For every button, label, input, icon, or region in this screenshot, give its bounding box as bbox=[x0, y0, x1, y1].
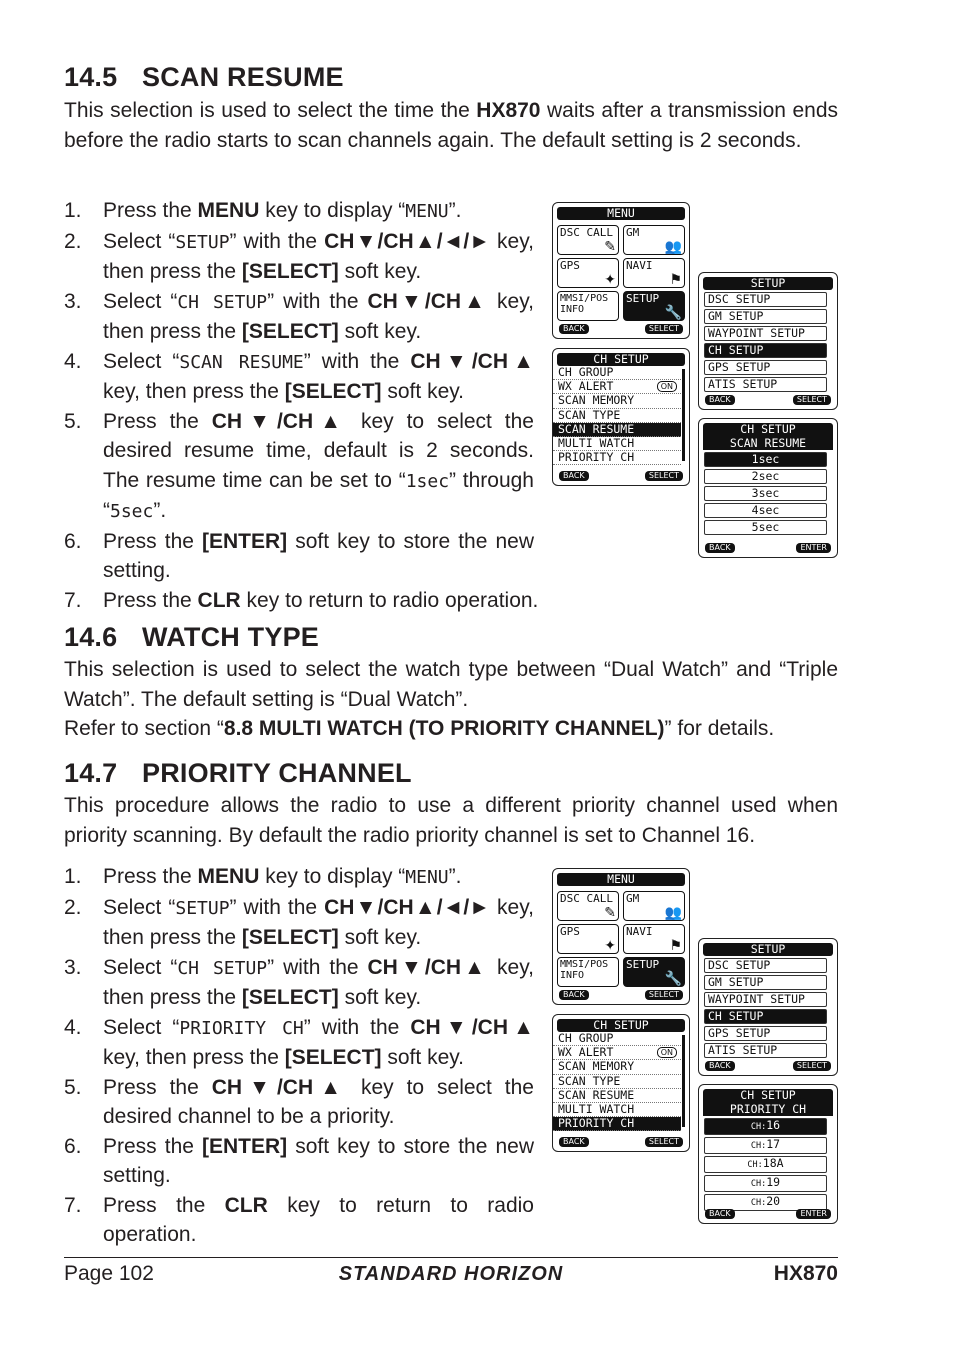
ch-setup-row: WX ALERT ON bbox=[553, 1046, 681, 1060]
list-item: 3. Select “CH SETUP” with the CH▼/CH▲ key, then press the [SELECT] soft key. bbox=[64, 955, 534, 1009]
lcd-priority-ch-screen bbox=[698, 1084, 838, 1224]
dsc-call-icon: ✎ bbox=[604, 905, 616, 921]
list-item: 5. Press the CH▼/CH▲ key to select the desired channel to be a priority. bbox=[64, 1075, 534, 1128]
lcd-scan-resume-screen bbox=[698, 418, 838, 558]
section-heading-watch-type: 14.6 WATCH TYPE bbox=[64, 622, 319, 652]
model-name: HX870 bbox=[773, 1262, 838, 1285]
menu-tile-mmsi-pos-info: MMSI/POS INFO bbox=[557, 291, 619, 321]
ch-setup-row: SCAN TYPE bbox=[553, 1075, 681, 1089]
softkey-back: BACK bbox=[705, 1209, 735, 1219]
setup-item: ATIS SETUP bbox=[704, 377, 827, 392]
menu-tile-gps: GPS ✦ bbox=[557, 924, 619, 954]
brand-logo: STANDARD HORIZON bbox=[338, 1263, 564, 1285]
setup-item: GM SETUP bbox=[704, 309, 827, 324]
lcd-subtitle: PRIORITY CH bbox=[703, 1102, 833, 1116]
lcd-setup-screen bbox=[698, 272, 838, 410]
menu-tile-gm: GM 👥 bbox=[623, 225, 685, 255]
softkey-select: SELECT bbox=[645, 990, 683, 1000]
list-item: 5. Press the CH▼/CH▲ key to select the desired resume time, default is 2 seconds. The resume time can be set to “1sec” through “5sec”. bbox=[64, 409, 534, 522]
menu-tile-dsc-call: DSC CALL ✎ bbox=[557, 891, 619, 921]
lcd-setup-screen bbox=[698, 938, 838, 1076]
lcd-title: CH SETUP bbox=[557, 1019, 685, 1032]
lcd-ch-setup-screen bbox=[552, 348, 690, 486]
list-item: 1. Press the MENU key to display “MENU”. bbox=[64, 865, 462, 888]
list-item: 4. Select “PRIORITY CH” with the CH▼/CH▲ key, then press the [SELECT] soft key. bbox=[64, 1015, 534, 1069]
setup-item: GPS SETUP bbox=[704, 360, 827, 375]
resume-option: 5sec bbox=[704, 520, 827, 535]
list-item: 6. Press the [ENTER] soft key to store the new setting. bbox=[64, 529, 534, 582]
ch-setup-row-selected: SCAN RESUME bbox=[553, 423, 681, 437]
flag-icon: ⚑ bbox=[669, 272, 682, 288]
menu-tile-gps: GPS ✦ bbox=[557, 258, 619, 288]
menu-tile-gm: GM 👥 bbox=[623, 891, 685, 921]
menu-tile-setup: SETUP 🔧 bbox=[623, 291, 685, 321]
lcd-title: CH SETUP bbox=[703, 423, 833, 436]
softkey-enter: ENTER bbox=[796, 543, 831, 553]
lcd-title: MENU bbox=[557, 873, 685, 886]
lcd-title: CH SETUP bbox=[557, 353, 685, 366]
softkey-select: SELECT bbox=[645, 324, 683, 334]
wrench-icon: 🔧 bbox=[664, 971, 682, 987]
list-item: 2. Select “SETUP” with the CH▼/CH▲/◄/► key, then press the [SELECT] soft key. bbox=[64, 895, 534, 949]
list-item: 4. Select “SCAN RESUME” with the CH▼/CH▲ key, then press the [SELECT] soft key. bbox=[64, 349, 534, 403]
list-item: 2. Select “SETUP” with the CH▼/CH▲/◄/► key, then press the [SELECT] soft key. bbox=[64, 229, 534, 283]
setup-item: GM SETUP bbox=[704, 975, 827, 990]
footer-rule bbox=[64, 1257, 838, 1258]
resume-option-selected: 1sec bbox=[704, 452, 827, 467]
priority-option: CH:18A bbox=[704, 1156, 827, 1173]
lcd-title: MENU bbox=[557, 207, 685, 220]
priority-option: CH:19 bbox=[704, 1175, 827, 1192]
priority-option: CH:17 bbox=[704, 1137, 827, 1154]
ch-setup-row-selected: PRIORITY CH bbox=[553, 1117, 681, 1131]
setup-item: DSC SETUP bbox=[704, 292, 827, 307]
ch-setup-row: WX ALERT ON bbox=[553, 380, 681, 394]
priority-channel-steps bbox=[64, 862, 534, 1250]
priority-option-selected: CH:16 bbox=[704, 1118, 827, 1135]
satellite-icon: ✦ bbox=[604, 272, 616, 288]
ch-setup-row: CH GROUP bbox=[553, 1032, 681, 1046]
page-number: Page 102 bbox=[64, 1262, 154, 1285]
ch-setup-row: SCAN TYPE bbox=[553, 409, 681, 423]
ch-setup-row: PRIORITY CH bbox=[553, 451, 681, 465]
lcd-title: CH SETUP bbox=[703, 1089, 833, 1102]
resume-option: 2sec bbox=[704, 469, 827, 484]
setup-item: WAYPOINT SETUP bbox=[704, 326, 827, 341]
scan-resume-steps bbox=[64, 196, 539, 615]
group-icon: 👥 bbox=[664, 905, 682, 921]
setup-item-selected: CH SETUP bbox=[704, 1009, 827, 1024]
list-item: 7. Press the CLR key to return to radio operation. bbox=[64, 588, 539, 612]
menu-tile-navi: NAVI ⚑ bbox=[623, 258, 685, 288]
list-item: 7. Press the CLR key to return to radio operation. bbox=[64, 1193, 534, 1246]
section-heading-priority-channel: 14.7 PRIORITY CHANNEL bbox=[64, 758, 412, 788]
ch-setup-row: MULTI WATCH bbox=[553, 1103, 681, 1117]
setup-item: GPS SETUP bbox=[704, 1026, 827, 1041]
lcd-menu-screen bbox=[552, 868, 690, 1005]
ch-setup-row: MULTI WATCH bbox=[553, 437, 681, 451]
menu-tile-navi: NAVI ⚑ bbox=[623, 924, 685, 954]
setup-item: DSC SETUP bbox=[704, 958, 827, 973]
softkey-back: BACK bbox=[559, 324, 589, 334]
list-item: 3. Select “CH SETUP” with the CH▼/CH▲ key, then press the [SELECT] soft key. bbox=[64, 289, 534, 343]
setup-item: ATIS SETUP bbox=[704, 1043, 827, 1058]
menu-tile-mmsi-pos-info: MMSI/POS INFO bbox=[557, 957, 619, 987]
softkey-back: BACK bbox=[559, 471, 589, 481]
softkey-select: SELECT bbox=[645, 471, 683, 481]
priority-channel-intro: This procedure allows the radio to use a different priority channel used when priority scanning. By default the radio priority channel is set to Channel 16. bbox=[64, 794, 838, 847]
section-heading-scan-resume: 14.5 SCAN RESUME bbox=[64, 62, 344, 92]
softkey-enter: ENTER bbox=[796, 1209, 831, 1219]
flag-icon: ⚑ bbox=[669, 938, 682, 954]
wrench-icon: 🔧 bbox=[664, 305, 682, 321]
lcd-title: SETUP bbox=[703, 277, 833, 290]
lcd-ch-setup-screen bbox=[552, 1014, 690, 1152]
menu-tile-dsc-call: DSC CALL ✎ bbox=[557, 225, 619, 255]
on-badge: ON bbox=[657, 381, 677, 392]
lcd-menu-screen bbox=[552, 202, 690, 339]
softkey-select: SELECT bbox=[793, 395, 831, 405]
ch-setup-row: SCAN MEMORY bbox=[553, 394, 681, 408]
softkey-back: BACK bbox=[559, 1137, 589, 1147]
softkey-back: BACK bbox=[559, 990, 589, 1000]
softkey-back: BACK bbox=[705, 395, 735, 405]
resume-option: 4sec bbox=[704, 503, 827, 518]
satellite-icon: ✦ bbox=[604, 938, 616, 954]
on-badge: ON bbox=[657, 1047, 677, 1058]
list-item: 6. Press the [ENTER] soft key to store the new setting. bbox=[64, 1134, 534, 1187]
priority-option: CH:20 bbox=[704, 1194, 827, 1211]
softkey-back: BACK bbox=[705, 543, 735, 553]
softkey-select: SELECT bbox=[645, 1137, 683, 1147]
ch-setup-row: SCAN MEMORY bbox=[553, 1060, 681, 1074]
resume-option: 3sec bbox=[704, 486, 827, 501]
dsc-call-icon: ✎ bbox=[604, 239, 616, 255]
ch-setup-row: SCAN RESUME bbox=[553, 1089, 681, 1103]
ch-setup-row: CH GROUP bbox=[553, 366, 681, 380]
softkey-select: SELECT bbox=[793, 1061, 831, 1071]
setup-item-selected: CH SETUP bbox=[704, 343, 827, 358]
menu-tile-setup: SETUP 🔧 bbox=[623, 957, 685, 987]
list-item: 1. Press the MENU key to display “MENU”. bbox=[64, 199, 462, 222]
softkey-back: BACK bbox=[705, 1061, 735, 1071]
watch-type-paragraph: This selection is used to select the watch type between “Dual Watch” and “Triple Watch”. The default setting is “Dual Watch”. Refer to section “8.8 MULTI WATCH (TO PRIORITY CHANNEL)” for details. bbox=[64, 658, 838, 740]
group-icon: 👥 bbox=[664, 239, 682, 255]
lcd-subtitle: SCAN RESUME bbox=[703, 436, 833, 450]
setup-item: WAYPOINT SETUP bbox=[704, 992, 827, 1007]
lcd-title: SETUP bbox=[703, 943, 833, 956]
scan-resume-intro: This selection is used to select the time the HX870 waits after a transmission ends before the radio starts to scan channels again. The default setting is 2 seconds. bbox=[64, 99, 838, 152]
